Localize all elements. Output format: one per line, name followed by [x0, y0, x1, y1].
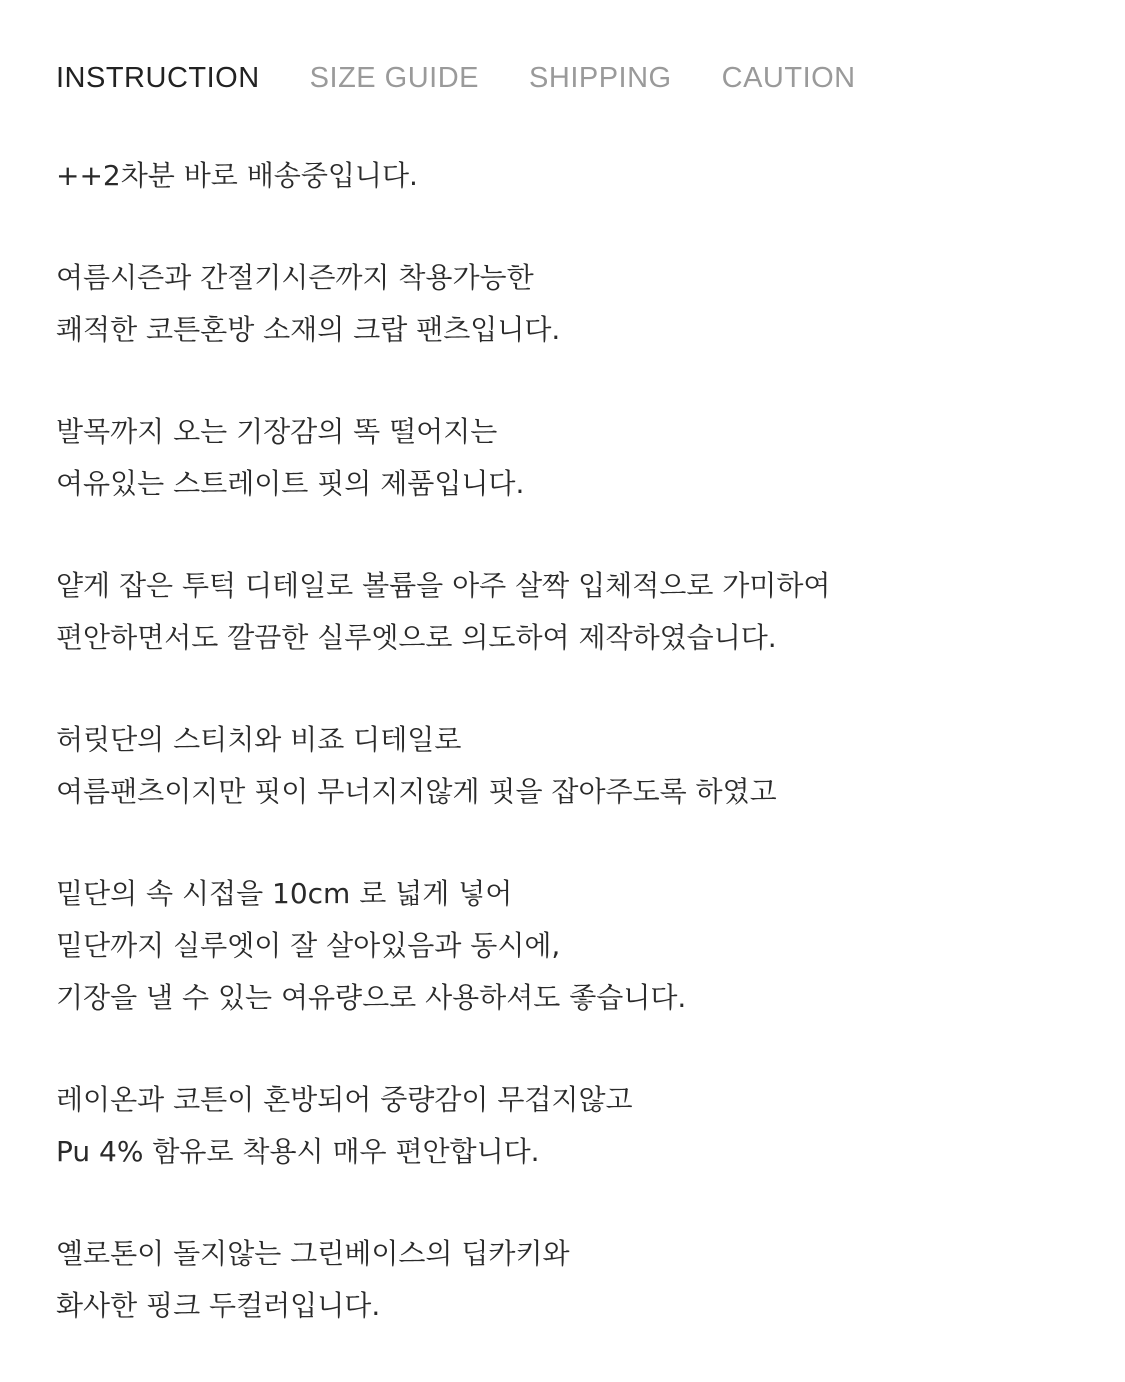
description-paragraph-fit: [56, 406, 1096, 510]
tab-shipping[interactable]: SHIPPING: [529, 62, 672, 94]
description-line: 허릿단의 스티치와 비죠 디테일로: [56, 723, 462, 756]
description-line: 여유있는 스트레이트 핏의 제품입니다.: [56, 467, 525, 500]
description-line: 밑단까지 실루엣이 잘 살아있음과 동시에,: [56, 929, 561, 962]
description-line: 기장을 낼 수 있는 여유량으로 사용하셔도 좋습니다.: [56, 981, 687, 1014]
tab-bar: [56, 56, 906, 100]
description-line: 화사한 핑크 두컬러입니다.: [56, 1289, 381, 1322]
description-line: 쾌적한 코튼혼방 소재의 크랍 팬츠입니다.: [56, 313, 561, 346]
tab-size-guide[interactable]: SIZE GUIDE: [309, 62, 480, 94]
description-line: 여름팬츠이지만 핏이 무너지지않게 핏을 잡아주도록 하였고: [56, 775, 777, 808]
description-line: 얕게 잡은 투턱 디테일로 볼륨을 아주 살짝 입체적으로 가미하여: [56, 569, 831, 602]
description-line: 여름시즌과 간절기시즌까지 착용가능한: [56, 261, 534, 294]
description-line: 레이온과 코튼이 혼방되어 중량감이 무겁지않고: [56, 1083, 633, 1116]
tab-caution[interactable]: CAUTION: [721, 62, 856, 94]
description-paragraph-shipping-notice: [56, 150, 1096, 202]
description-paragraph-hem: [56, 868, 1096, 1024]
description-line: 편안하면서도 깔끔한 실루엣으로 의도하여 제작하였습니다.: [56, 621, 777, 654]
description-paragraph-fabric: [56, 1074, 1096, 1178]
description-paragraph-season: [56, 252, 1096, 356]
description-line: Pu 4% 함유로 착용시 매우 편안합니다.: [56, 1135, 540, 1168]
description-paragraph-tuck-detail: [56, 560, 1096, 664]
description-line: 발목까지 오는 기장감의 똑 떨어지는: [56, 415, 498, 448]
description-paragraph-waistband: [56, 714, 1096, 818]
description-line: 옐로톤이 돌지않는 그린베이스의 딥카키와: [56, 1237, 570, 1270]
tab-instruction[interactable]: INSTRUCTION: [56, 62, 260, 94]
description-line: 밑단의 속 시접을 10cm 로 넓게 넣어: [56, 877, 513, 910]
product-description: [56, 150, 1096, 1382]
description-line: ++2차분 바로 배송중입니다.: [56, 159, 418, 192]
description-paragraph-colors: [56, 1228, 1096, 1332]
